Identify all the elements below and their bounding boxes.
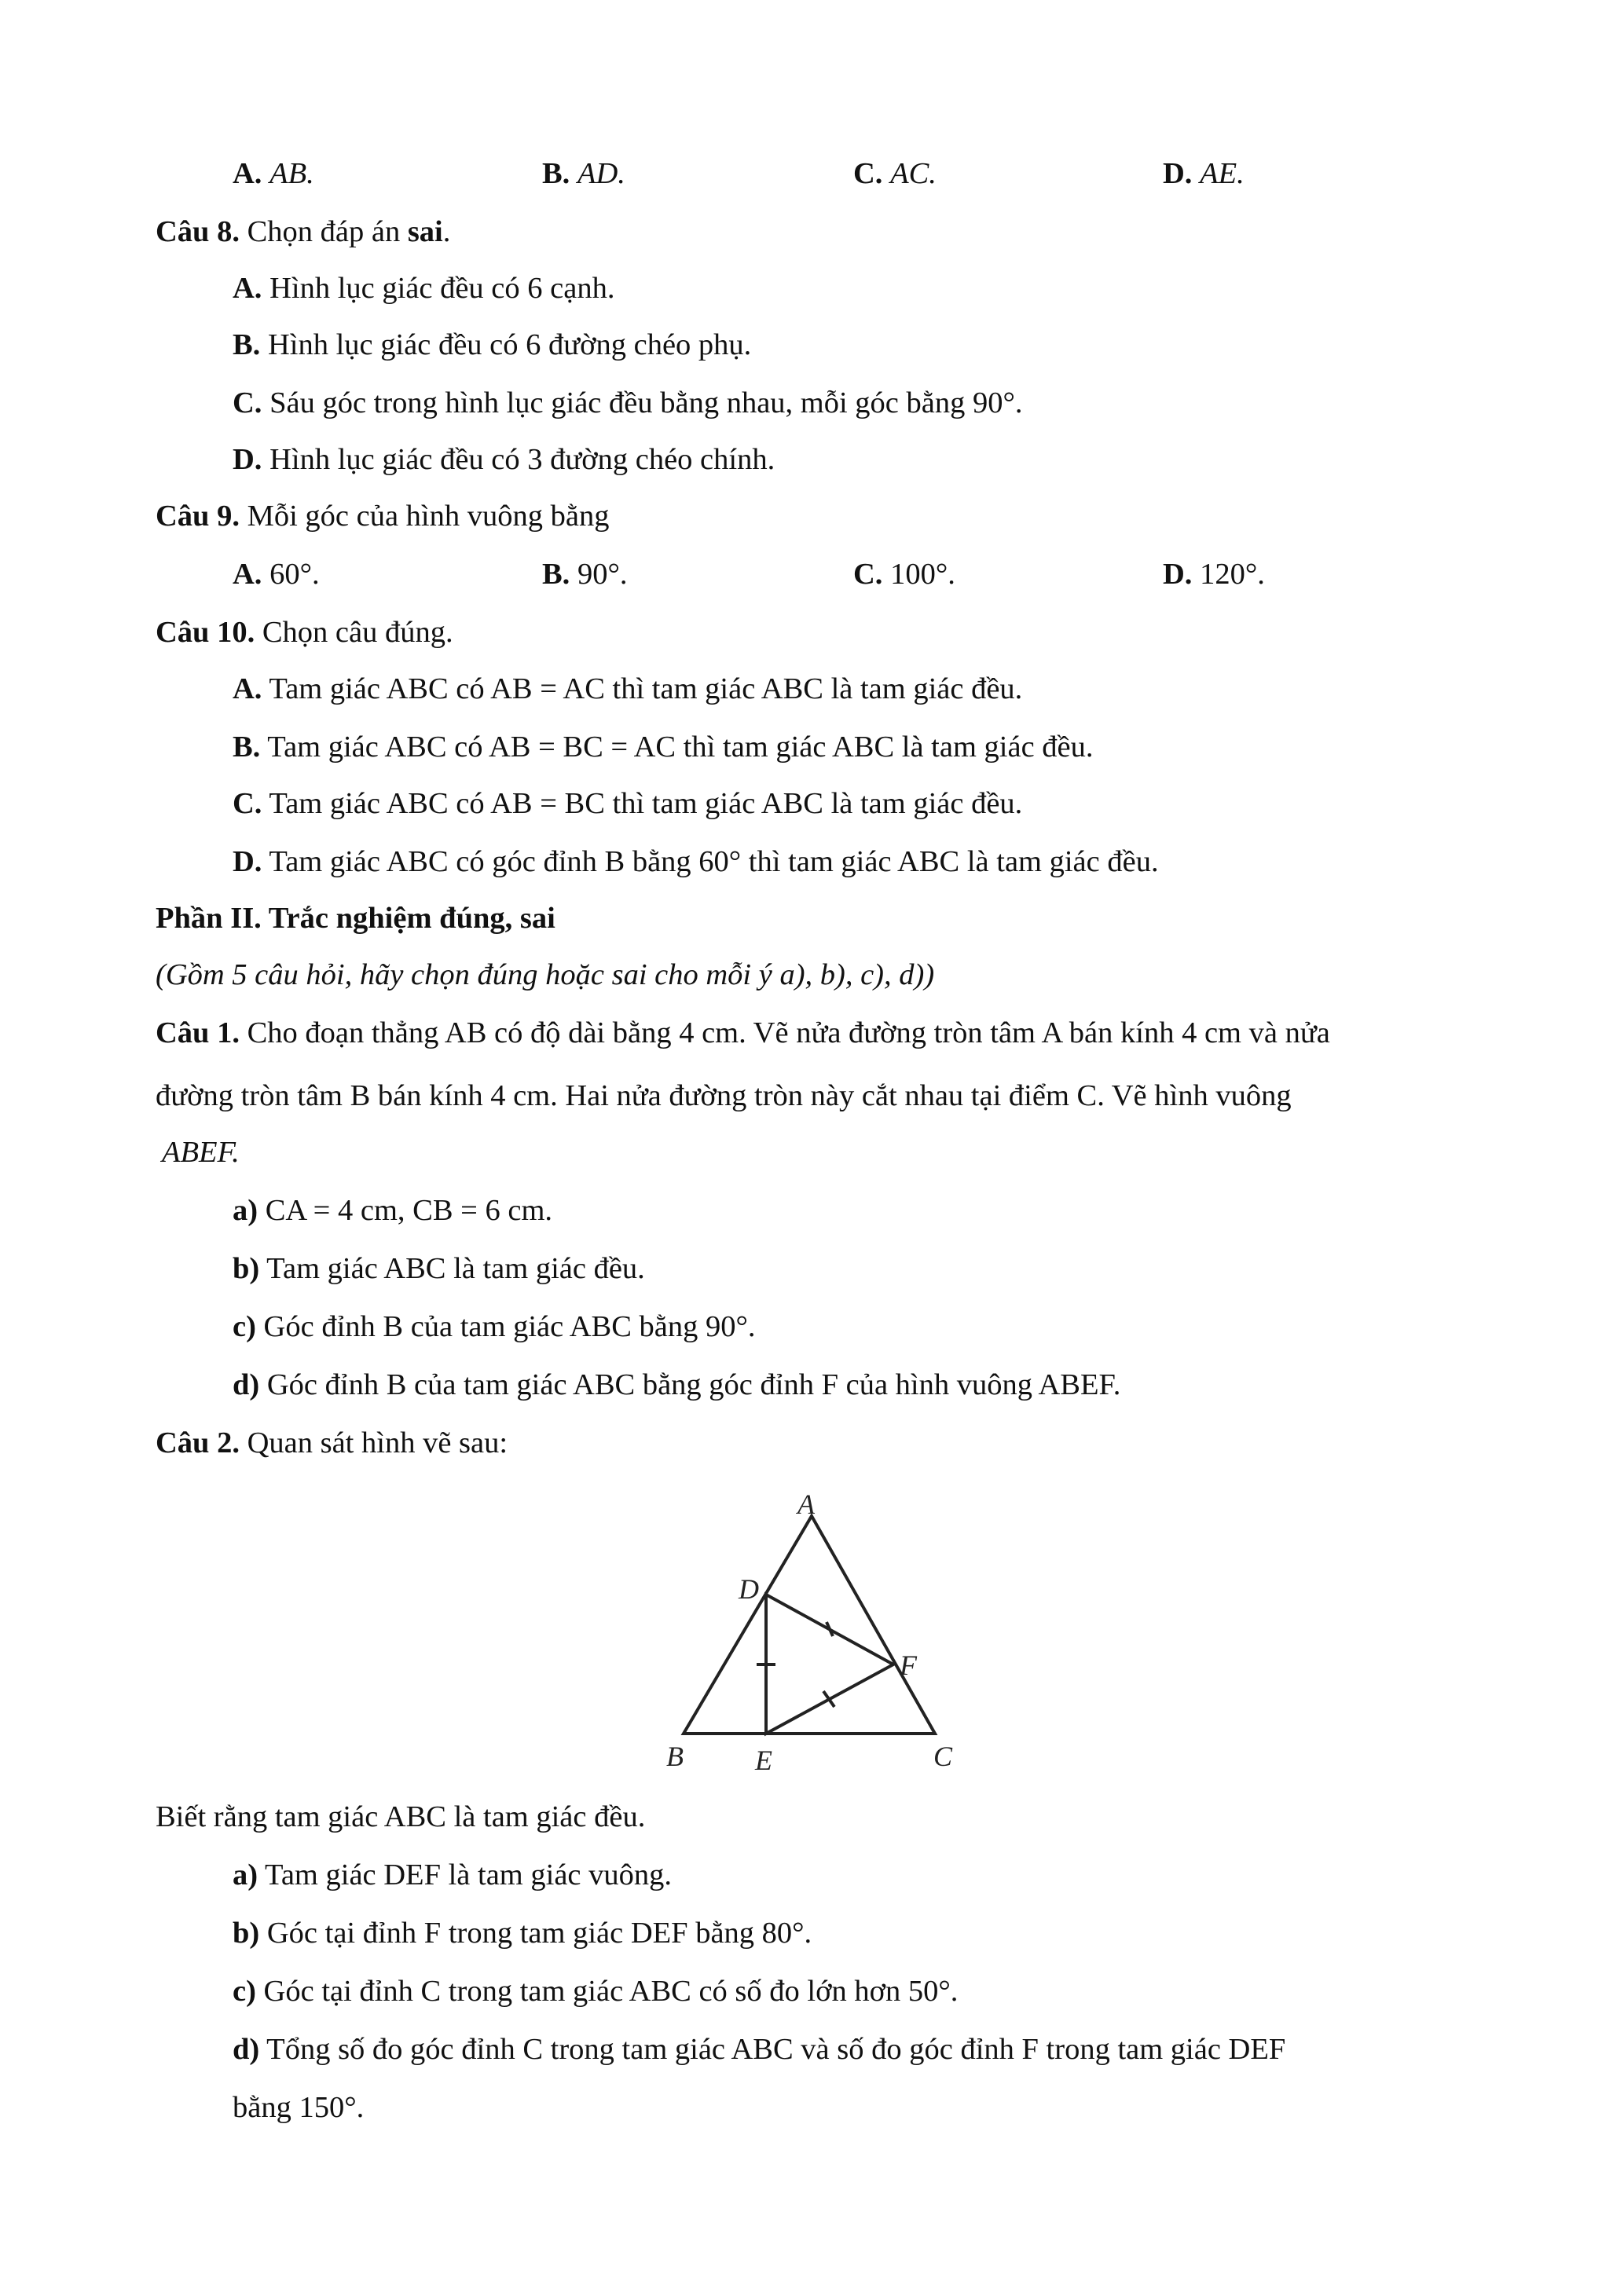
triangle-abc [684,1516,935,1734]
p2q1-line1: Câu 1. Cho đoạn thẳng AB có độ dài bằng 4 cm. Vẽ nửa đường tròn tâm A bán kính 4 cm và nửa [156,1016,1330,1049]
p2q2-item-c: c) Góc tại đỉnh C trong tam giác ABC có số đo lớn hơn 50°. [233,1975,959,2008]
p2q1-item-b: b) Tam giác ABC là tam giác đều. [233,1252,645,1285]
triangle-def [766,1595,893,1734]
q7-option-d: D. AE. [1163,157,1245,190]
q10-option-b: B. Tam giác ABC có AB = BC = AC thì tam giác ABC là tam giác đều. [233,731,1094,764]
q10-option-a: A. Tam giác ABC có AB = AC thì tam giác ABC là tam giác đều. [233,672,1023,705]
q8-option-b: B. Hình lục giác đều có 6 đường chéo phụ. [233,328,752,361]
q10-stem: Câu 10. Chọn câu đúng. [156,616,453,649]
q8-option-c: C. Sáu góc trong hình lục giác đều bằng nhau, mỗi góc bằng 90°. [233,386,1023,419]
p2q1-item-c: c) Góc đỉnh B của tam giác ABC bằng 90°. [233,1310,756,1343]
q9-option-b: B. 90°. [542,558,628,591]
q8-stem: Câu 8. Chọn đáp án sai. [156,215,451,248]
q9-stem: Câu 9. Mỗi góc của hình vuông bằng [156,500,610,533]
p2q1-line3: ABEF. [162,1136,240,1169]
q7-option-b: B. AD. [542,157,625,190]
q7-option-a: A. AB. [233,157,314,190]
label-c: C [933,1741,953,1772]
p2q1-item-d: d) Góc đỉnh B của tam giác ABC bằng góc đỉnh F của hình vuông ABEF. [233,1368,1121,1401]
q8-option-a: A. Hình lục giác đều có 6 cạnh. [233,272,615,305]
p2q1-line2: đường tròn tâm B bán kính 4 cm. Hai nửa đường tròn này cắt nhau tại điểm C. Vẽ hình vuông [156,1079,1292,1112]
triangle-figure [660,1485,974,1783]
p2q2-item-d-cont: bằng 150°. [233,2091,365,2124]
p2q2-item-a: a) Tam giác DEF là tam giác vuông. [233,1858,672,1891]
label-d: D [739,1573,759,1605]
part2-title: Phần II. Trắc nghiệm đúng, sai [156,902,555,935]
q9-option-d: D. 120°. [1163,558,1265,591]
p2q2-stem: Câu 2. Quan sát hình vẽ sau: [156,1426,508,1459]
q8-option-d: D. Hình lục giác đều có 3 đường chéo chính. [233,443,775,476]
p2q2-item-d: d) Tổng số đo góc đỉnh C trong tam giác ABC và số đo góc đỉnh F trong tam giác DEF [233,2033,1286,2066]
q10-option-c: C. Tam giác ABC có AB = BC thì tam giác ABC là tam giác đều. [233,787,1023,820]
q9-option-a: A. 60°. [233,558,320,591]
q10-option-d: D. Tam giác ABC có góc đỉnh B bằng 60° thì tam giác ABC là tam giác đều. [233,845,1159,878]
label-a: A [797,1489,815,1520]
q7-option-c: C. AC. [853,157,937,190]
label-f: F [900,1650,917,1681]
p2q2-item-b: b) Góc tại đỉnh F trong tam giác DEF bằng 80°. [233,1917,812,1950]
part2-note: (Gồm 5 câu hỏi, hãy chọn đúng hoặc sai cho mỗi ý a), b), c), d)) [156,958,935,991]
label-e: E [755,1745,772,1776]
p2q2-given: Biết rằng tam giác ABC là tam giác đều. [156,1800,646,1833]
label-b: B [666,1741,684,1772]
p2q1-item-a: a) CA = 4 cm, CB = 6 cm. [233,1194,553,1227]
q9-option-c: C. 100°. [853,558,955,591]
